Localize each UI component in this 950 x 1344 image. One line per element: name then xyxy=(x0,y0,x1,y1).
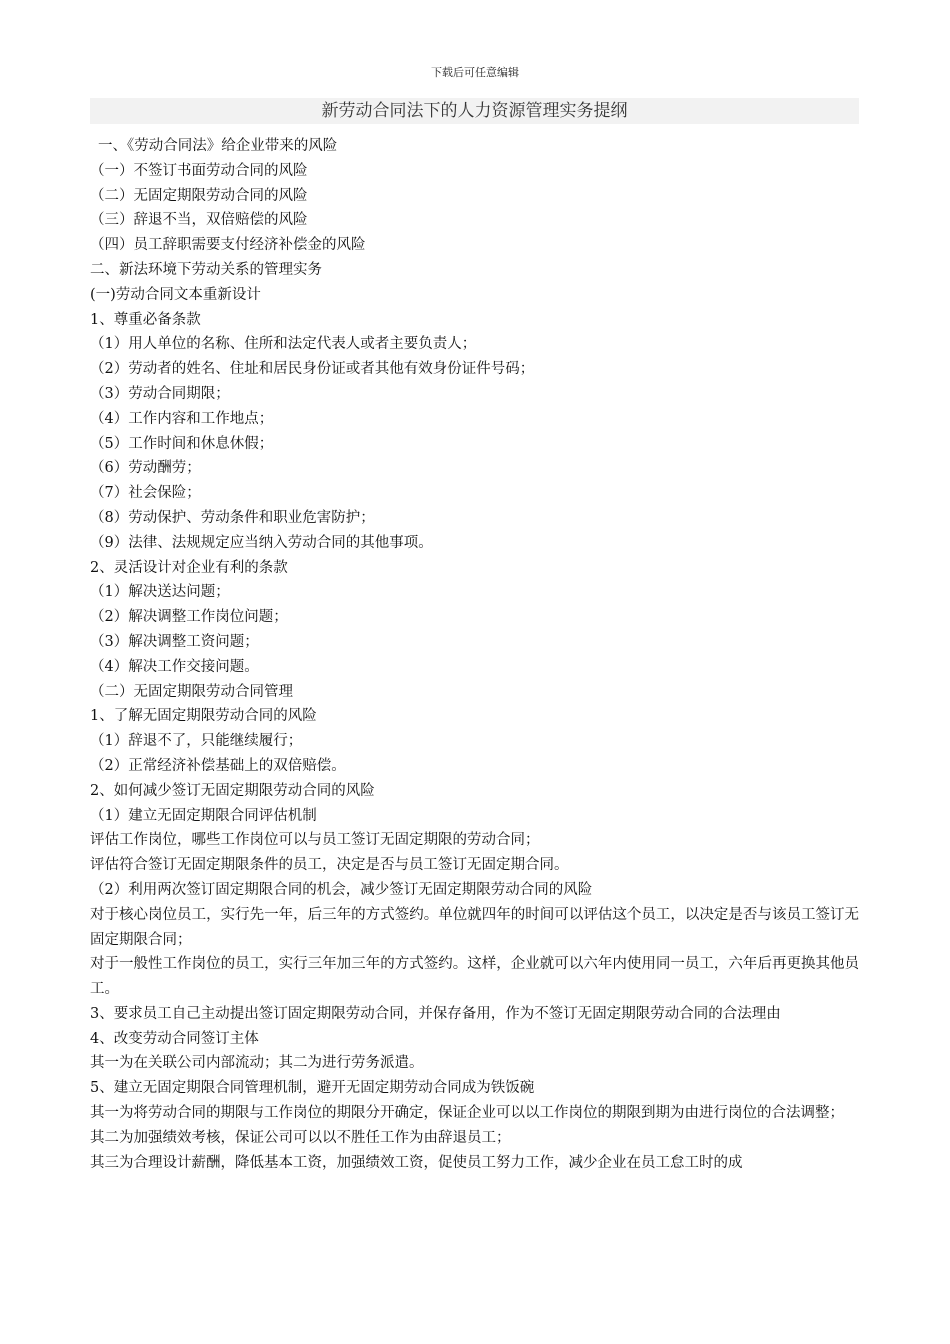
list-item: （1）解决送达问题； xyxy=(90,584,230,601)
body-paragraph: 评估符合签订无固定期限条件的员工，决定是否与员工签订无固定期合同。 xyxy=(90,857,569,874)
list-item: （3）劳动合同期限； xyxy=(90,385,230,402)
item-heading: 2、灵活设计对企业有利的条款 xyxy=(90,559,288,576)
list-item: （1）辞退不了，只能继续履行； xyxy=(90,733,303,750)
item-heading: 1、了解无固定期限劳动合同的风险 xyxy=(90,708,317,725)
item-heading: 1、尊重必备条款 xyxy=(90,311,201,328)
body-paragraph: 其三为合理设计薪酬，降低基本工资，加强绩效工资，促使员工努力工作，减少企业在员工怠工时的成 xyxy=(90,1154,743,1171)
list-item: （1）建立无固定期限合同评估机制 xyxy=(90,807,317,824)
subsection-line: （一）不签订书面劳动合同的风险 xyxy=(90,162,308,179)
list-item: （2）正常经济补偿基础上的双倍赔偿。 xyxy=(90,757,346,774)
subsection-line: （三）辞退不当，双倍赔偿的风险 xyxy=(90,212,308,229)
subsection-heading: （二）无固定期限劳动合同管理 xyxy=(90,683,293,700)
list-item: （2）解决调整工作岗位问题； xyxy=(90,609,288,626)
item-heading: 2、如何减少签订无固定期限劳动合同的风险 xyxy=(90,782,375,799)
list-item: （1）用人单位的名称、住所和法定代表人或者主要负责人； xyxy=(90,336,477,353)
item-heading: 5、建立无固定期限合同管理机制，避开无固定期劳动合同成为铁饭碗 xyxy=(90,1080,535,1097)
document-body xyxy=(90,134,859,1175)
body-paragraph: 其二为加强绩效考核，保证公司可以以不胜任工作为由辞退员工； xyxy=(90,1129,511,1146)
document-title: 新劳动合同法下的人力资源管理实务提纲 xyxy=(90,98,859,124)
section-heading: 一、《劳动合同法》给企业带来的风险 xyxy=(98,138,338,154)
list-item: （6）劳动酬劳； xyxy=(90,460,201,477)
list-item: （2）利用两次签订固定期限合同的机会，减少签订无固定期限劳动合同的风险 xyxy=(90,881,593,898)
section-heading: 二、新法环境下劳动关系的管理实务 xyxy=(90,261,322,278)
subsection-heading: (一)劳动合同文本重新设计 xyxy=(90,286,261,303)
list-item: （4）解决工作交接问题。 xyxy=(90,658,259,675)
list-item: （2）劳动者的姓名、住址和居民身份证或者其他有效身份证件号码； xyxy=(90,361,535,378)
list-item: （9）法律、法规规定应当纳入劳动合同的其他事项。 xyxy=(90,534,433,551)
item-heading: 4、改变劳动合同签订主体 xyxy=(90,1030,259,1047)
body-paragraph: 对于一般性工作岗位的员工，实行三年加三年的方式签约。这样，企业就可以六年内使用同一员工，六年后再更换其他员工。 xyxy=(90,956,859,998)
list-item: （4）工作内容和工作地点； xyxy=(90,410,274,427)
download-note: 下载后可任意编辑 xyxy=(431,66,519,79)
subsection-line: （四）员工辞职需要支付经济补偿金的风险 xyxy=(90,237,366,254)
body-paragraph: 其一为在关联公司内部流动；其二为进行劳务派遣。 xyxy=(90,1055,424,1072)
list-item: （8）劳动保护、劳动条件和职业危害防护； xyxy=(90,509,375,526)
list-item: （7）社会保险； xyxy=(90,485,201,502)
body-paragraph: 其一为将劳动合同的期限与工作岗位的期限分开确定，保证企业可以以工作岗位的期限到期为由进行岗位的合法调整； xyxy=(90,1105,844,1122)
list-item: （3）解决调整工资问题； xyxy=(90,633,259,650)
body-paragraph: 对于核心岗位员工，实行先一年，后三年的方式签约。单位就四年的时间可以评估这个员工，以决定是否与该员工签订无固定期限合同； xyxy=(90,906,859,948)
body-paragraph: 评估工作岗位，哪些工作岗位可以与员工签订无固定期限的劳动合同； xyxy=(90,832,540,849)
list-item: （5）工作时间和休息休假； xyxy=(90,435,274,452)
item-heading: 3、要求员工自己主动提出签订固定期限劳动合同，并保存备用，作为不签订无固定期限劳动合同的合法理由 xyxy=(90,1005,781,1022)
subsection-line: （二）无固定期限劳动合同的风险 xyxy=(90,187,308,204)
